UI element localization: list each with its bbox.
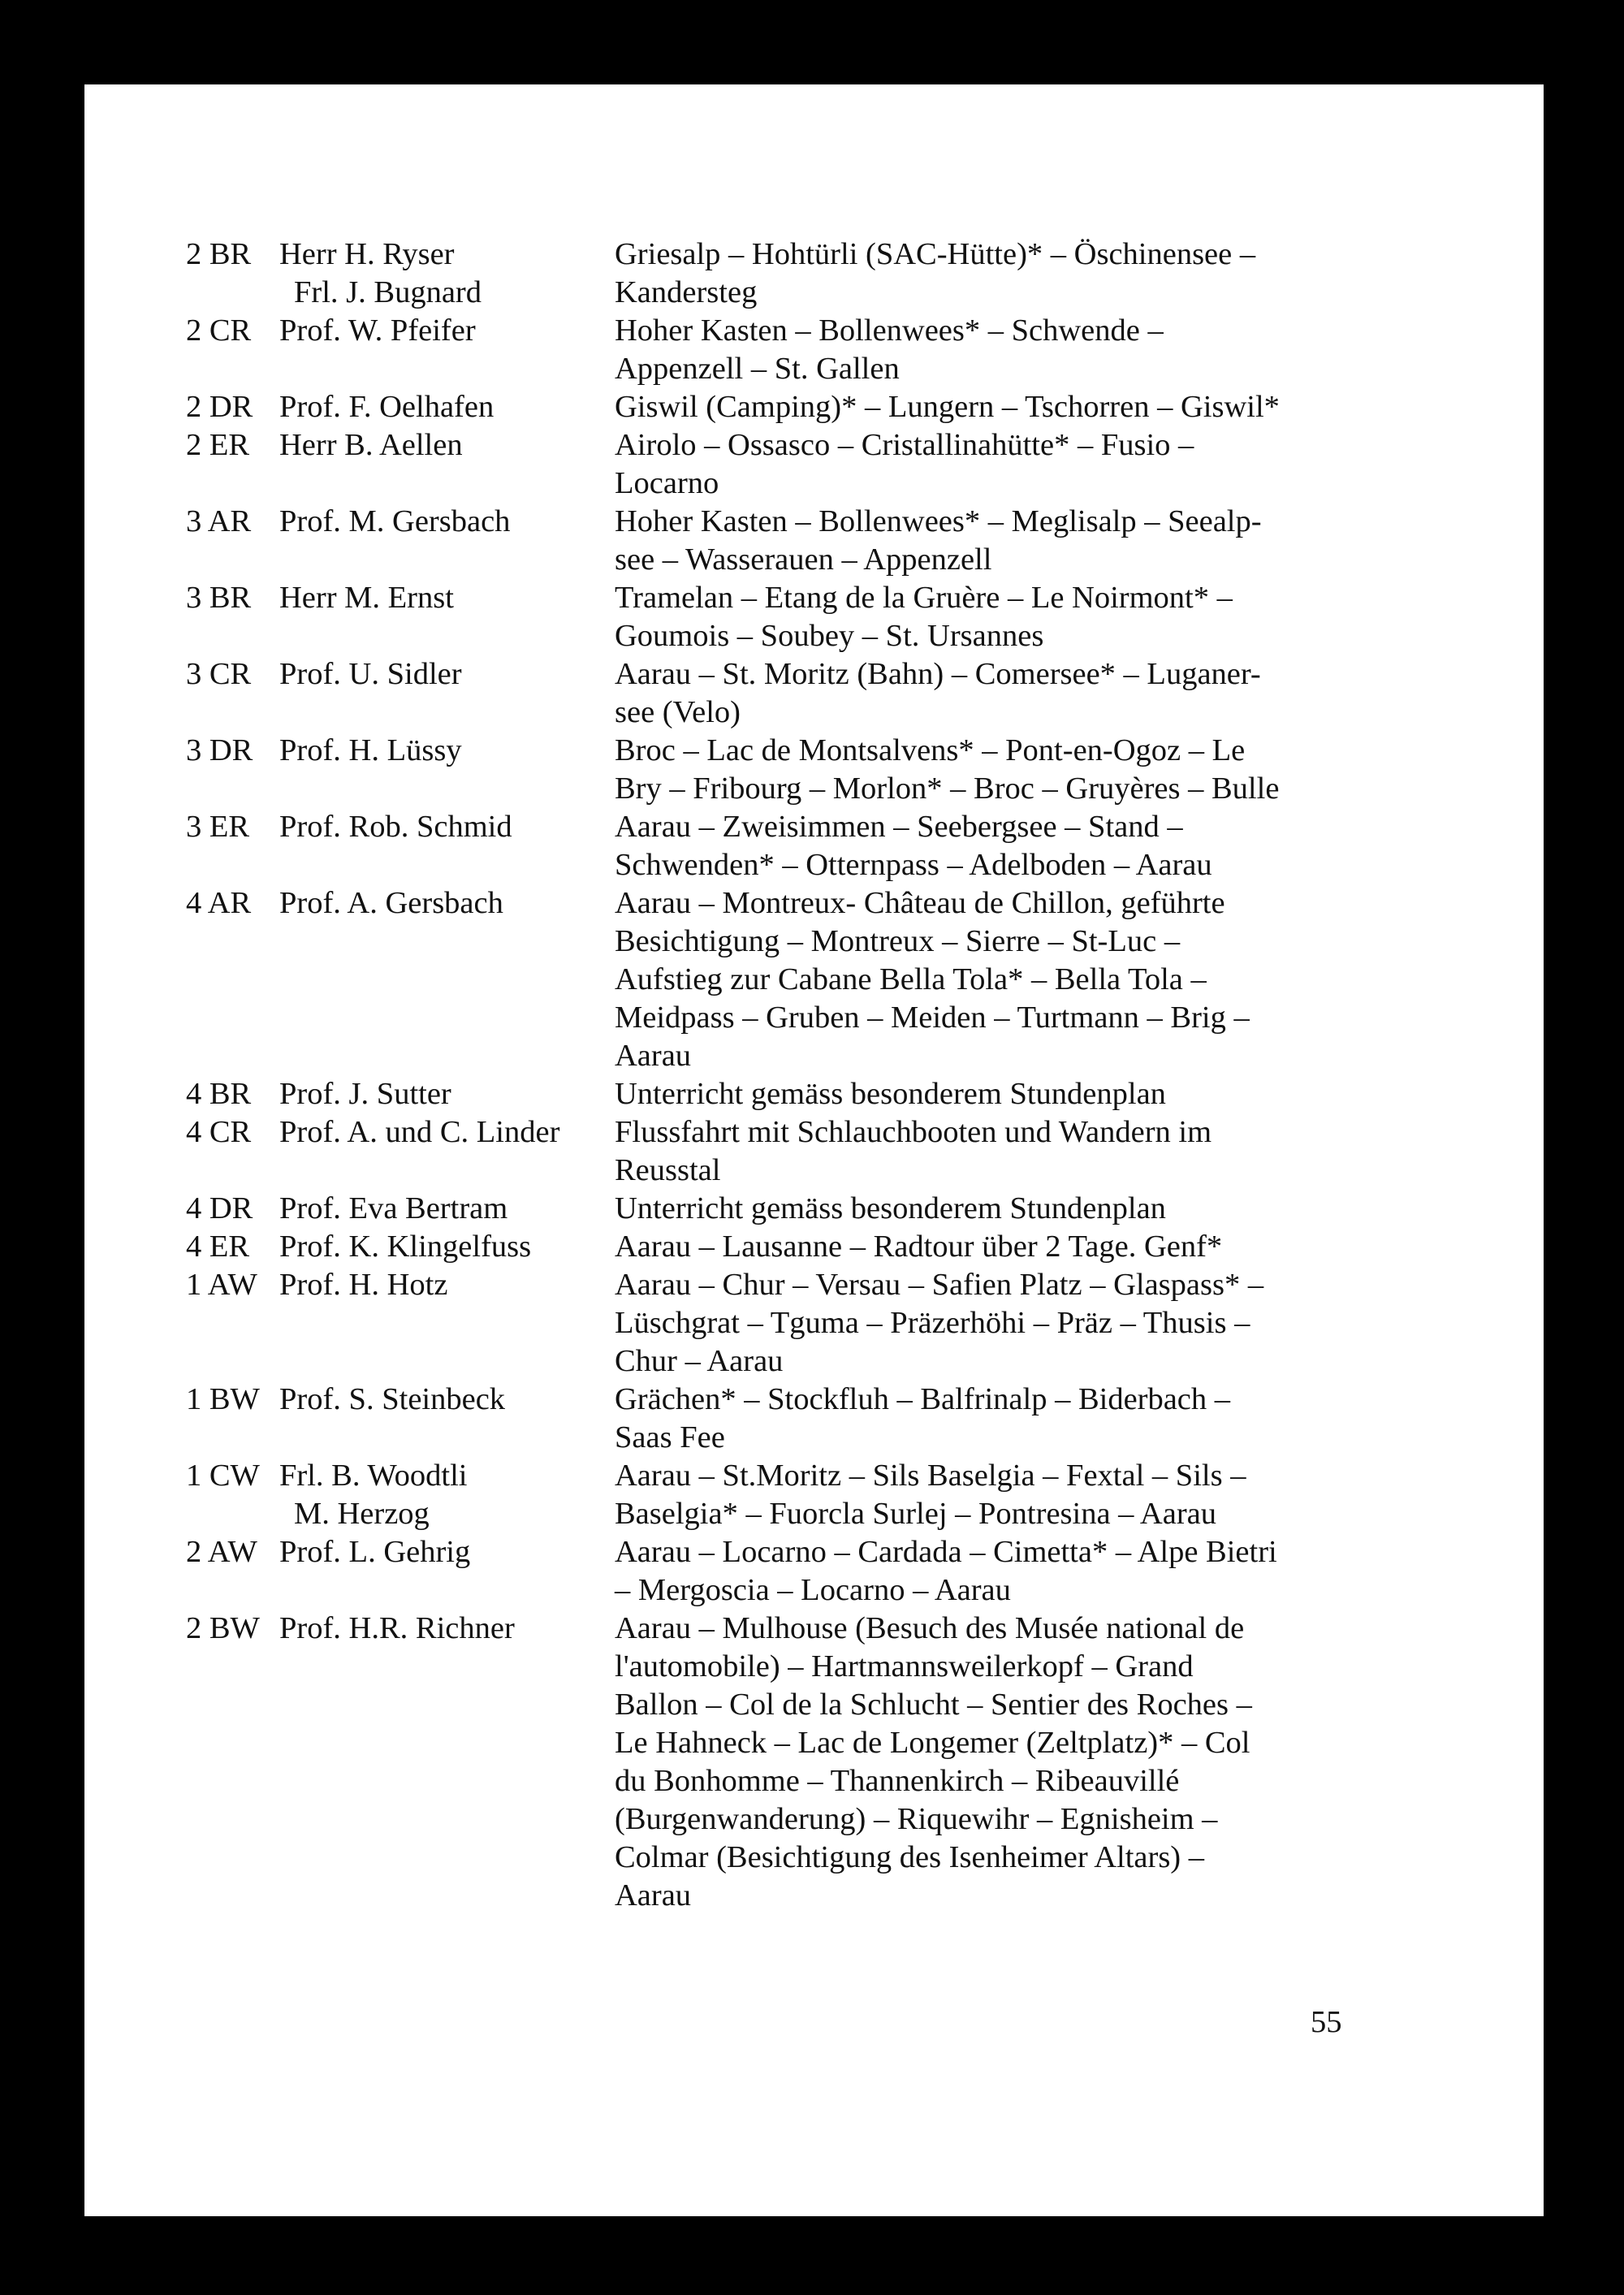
list-item: [186, 312, 1485, 388]
class-code: 3 AR: [186, 504, 252, 538]
teacher-line: Prof. J. Sutter: [279, 1077, 451, 1111]
route-line: (Burgenwanderung) – Riquewihr – Egnisheim –: [615, 1802, 1218, 1836]
teacher-line: Prof. W. Pfeifer: [279, 313, 476, 348]
teacher-name: [279, 1266, 615, 1304]
route-line: Unterricht gemäss besonderem Stundenplan: [615, 1077, 1166, 1111]
route-description: [615, 1266, 1354, 1381]
excursion-list: [186, 236, 1485, 1915]
class-code: 2 BR: [186, 237, 252, 271]
route-line: Grächen* – Stockfluh – Balfrinalp – Biderbach –: [615, 1382, 1231, 1416]
teacher-line: Frl. J. Bugnard: [294, 275, 482, 309]
route-line: Aarau – Lausanne – Radtour über 2 Tage. Genf*: [615, 1230, 1223, 1264]
teacher-line: Prof. U. Sidler: [279, 657, 462, 691]
teacher-name: [279, 426, 615, 465]
route-line: Bry – Fribourg – Morlon* – Broc – Gruyères – Bulle: [615, 771, 1280, 806]
list-item: [186, 1266, 1485, 1381]
class-code: 2 ER: [186, 428, 250, 462]
route-line: Aarau: [615, 1039, 692, 1073]
list-item: [186, 579, 1485, 655]
route-description: [615, 1610, 1354, 1915]
route-description: [615, 236, 1354, 312]
route-line: Aarau – Locarno – Cardada – Cimetta* – Alpe Bietri: [615, 1535, 1277, 1569]
route-description: [615, 1075, 1354, 1113]
teacher-line: Prof. H.R. Richner: [279, 1611, 515, 1645]
route-line: Schwenden* – Otternpass – Adelboden – Aarau: [615, 848, 1212, 882]
route-line: Lüschgrat – Tguma – Präzerhöhi – Präz – Thusis –: [615, 1306, 1250, 1340]
route-line: – Mergoscia – Locarno – Aarau: [615, 1573, 1011, 1607]
route-line: Goumois – Soubey – St. Ursannes: [615, 619, 1044, 653]
list-item: [186, 388, 1485, 426]
class-code: 3 CR: [186, 657, 252, 691]
route-line: Reusstal: [615, 1153, 721, 1187]
teacher-line: Frl. B. Woodtli: [279, 1459, 468, 1493]
route-description: [615, 732, 1354, 808]
list-item: [186, 1610, 1485, 1915]
teacher-name: [279, 1381, 615, 1419]
route-line: see – Wasserauen – Appenzell: [615, 542, 992, 577]
teacher-name: [279, 312, 615, 350]
teacher-name: [279, 655, 615, 694]
class-code: 4 BR: [186, 1077, 252, 1111]
route-line: Chur – Aarau: [615, 1344, 784, 1378]
list-item: [186, 1190, 1485, 1228]
teacher-line: Herr B. Aellen: [279, 428, 463, 462]
route-line: Hoher Kasten – Bollenwees* – Schwende –: [615, 313, 1164, 348]
teacher-line: Prof. F. Oelhafen: [279, 390, 495, 424]
route-description: [615, 312, 1354, 388]
teacher-name: [279, 503, 615, 541]
route-description: [615, 1228, 1354, 1266]
class-code: 4 DR: [186, 1191, 253, 1225]
teacher-name: [279, 236, 615, 312]
route-line: Aarau – St. Moritz (Bahn) – Comersee* – Luganer-: [615, 657, 1261, 691]
route-line: Aarau: [615, 1878, 692, 1912]
teacher-line: Prof. A. Gersbach: [279, 886, 503, 920]
list-item: [186, 808, 1485, 884]
route-line: Broc – Lac de Montsalvens* – Pont-en-Ogoz – Le: [615, 733, 1246, 767]
route-line: Ballon – Col de la Schlucht – Sentier des Roches –: [615, 1688, 1252, 1722]
teacher-name: [279, 808, 615, 846]
route-line: l'automobile) – Hartmannsweilerkopf – Grand: [615, 1649, 1194, 1683]
route-description: [615, 579, 1354, 655]
teacher-name: [279, 884, 615, 923]
route-description: [615, 1113, 1354, 1190]
route-line: Aarau – Mulhouse (Besuch des Musée national de: [615, 1611, 1245, 1645]
teacher-name: [279, 732, 615, 770]
route-line: Colmar (Besichtigung des Isenheimer Altars) –: [615, 1840, 1204, 1874]
route-line: Tramelan – Etang de la Gruère – Le Noirmont* –: [615, 581, 1233, 615]
teacher-line: Herr H. Ryser: [279, 237, 455, 271]
route-line: Le Hahneck – Lac de Longemer (Zeltplatz)* – Col: [615, 1726, 1250, 1760]
teacher-line: Prof. Rob. Schmid: [279, 810, 512, 844]
class-code: 2 CR: [186, 313, 252, 348]
route-description: [615, 655, 1354, 732]
class-code: 4 CR: [186, 1115, 252, 1149]
list-item: [186, 1113, 1485, 1190]
class-code: 1 AW: [186, 1268, 257, 1302]
route-description: [615, 884, 1354, 1075]
teacher-line: M. Herzog: [294, 1497, 430, 1531]
list-item: [186, 1533, 1485, 1610]
teacher-line: Prof. S. Steinbeck: [279, 1382, 506, 1416]
route-line: Aufstieg zur Cabane Bella Tola* – Bella Tola –: [615, 962, 1207, 996]
teacher-name: [279, 1190, 615, 1228]
class-code: 3 BR: [186, 581, 252, 615]
class-code: 3 ER: [186, 810, 250, 844]
route-line: Unterricht gemäss besonderem Stundenplan: [615, 1191, 1166, 1225]
teacher-name: [279, 1113, 615, 1152]
teacher-name: [279, 579, 615, 617]
route-line: Aarau – Montreux- Château de Chillon, geführte: [615, 886, 1225, 920]
class-code: 3 DR: [186, 733, 253, 767]
route-line: Flussfahrt mit Schlauchbooten und Wandern im: [615, 1115, 1212, 1149]
route-description: [615, 388, 1354, 426]
list-item: [186, 1228, 1485, 1266]
list-item: [186, 732, 1485, 808]
route-description: [615, 1457, 1354, 1533]
class-code: 4 AR: [186, 886, 252, 920]
route-line: Griesalp – Hohtürli (SAC-Hütte)* – Öschinensee –: [615, 237, 1256, 271]
route-line: Besichtigung – Montreux – Sierre – St-Luc –: [615, 924, 1181, 958]
teacher-name: [279, 1228, 615, 1266]
teacher-name: [279, 388, 615, 426]
route-line: Aarau – Chur – Versau – Safien Platz – Glaspass* –: [615, 1268, 1264, 1302]
teacher-name: [279, 1610, 615, 1648]
route-line: Baselgia* – Fuorcla Surlej – Pontresina – Aarau: [615, 1497, 1216, 1531]
route-description: [615, 1381, 1354, 1457]
list-item: [186, 236, 1485, 312]
class-code: 2 AW: [186, 1535, 257, 1569]
list-item: [186, 1381, 1485, 1457]
route-line: Saas Fee: [615, 1420, 725, 1454]
class-code: 1 BW: [186, 1382, 260, 1416]
route-line: see (Velo): [615, 695, 741, 729]
class-code: 2 BW: [186, 1611, 260, 1645]
list-item: [186, 884, 1485, 1075]
class-code: 1 CW: [186, 1459, 260, 1493]
teacher-line: Prof. A. und C. Linder: [279, 1115, 560, 1149]
teacher-line: Prof. H. Lüssy: [279, 733, 462, 767]
route-line: Aarau – St.Moritz – Sils Baselgia – Fextal – Sils –: [615, 1459, 1246, 1493]
teacher-name: [279, 1075, 615, 1113]
teacher-name: [279, 1533, 615, 1571]
list-item: [186, 1075, 1485, 1113]
route-description: [615, 808, 1354, 884]
class-code: 2 DR: [186, 390, 253, 424]
list-item: [186, 655, 1485, 732]
route-line: Hoher Kasten – Bollenwees* – Meglisalp – Seealp-: [615, 504, 1262, 538]
teacher-line: Prof. M. Gersbach: [279, 504, 511, 538]
list-item: [186, 426, 1485, 503]
route-line: Meidpass – Gruben – Meiden – Turtmann – Brig –: [615, 1001, 1250, 1035]
list-item: [186, 503, 1485, 579]
teacher-line: Prof. H. Hotz: [279, 1268, 448, 1302]
route-line: Appenzell – St. Gallen: [615, 352, 900, 386]
route-line: Locarno: [615, 466, 719, 500]
document-page: [84, 84, 1544, 2216]
route-description: [615, 1190, 1354, 1228]
route-description: [615, 1533, 1354, 1610]
route-description: [615, 503, 1354, 579]
page-number: 55: [1311, 2005, 1342, 2039]
list-item: [186, 1457, 1485, 1533]
route-line: Giswil (Camping)* – Lungern – Tschorren – Giswil*: [615, 390, 1280, 424]
teacher-line: Herr M. Ernst: [279, 581, 454, 615]
class-code: 4 ER: [186, 1230, 250, 1264]
route-line: Aarau – Zweisimmen – Seebergsee – Stand –: [615, 810, 1183, 844]
route-line: Kandersteg: [615, 275, 758, 309]
teacher-line: Prof. Eva Bertram: [279, 1191, 508, 1225]
route-line: Airolo – Ossasco – Cristallinahütte* – Fusio –: [615, 428, 1194, 462]
teacher-line: Prof. L. Gehrig: [279, 1535, 471, 1569]
teacher-line: Prof. K. Klingelfuss: [279, 1230, 532, 1264]
route-line: du Bonhomme – Thannenkirch – Ribeauvillé: [615, 1764, 1180, 1798]
route-description: [615, 426, 1354, 503]
teacher-name: [279, 1457, 615, 1533]
